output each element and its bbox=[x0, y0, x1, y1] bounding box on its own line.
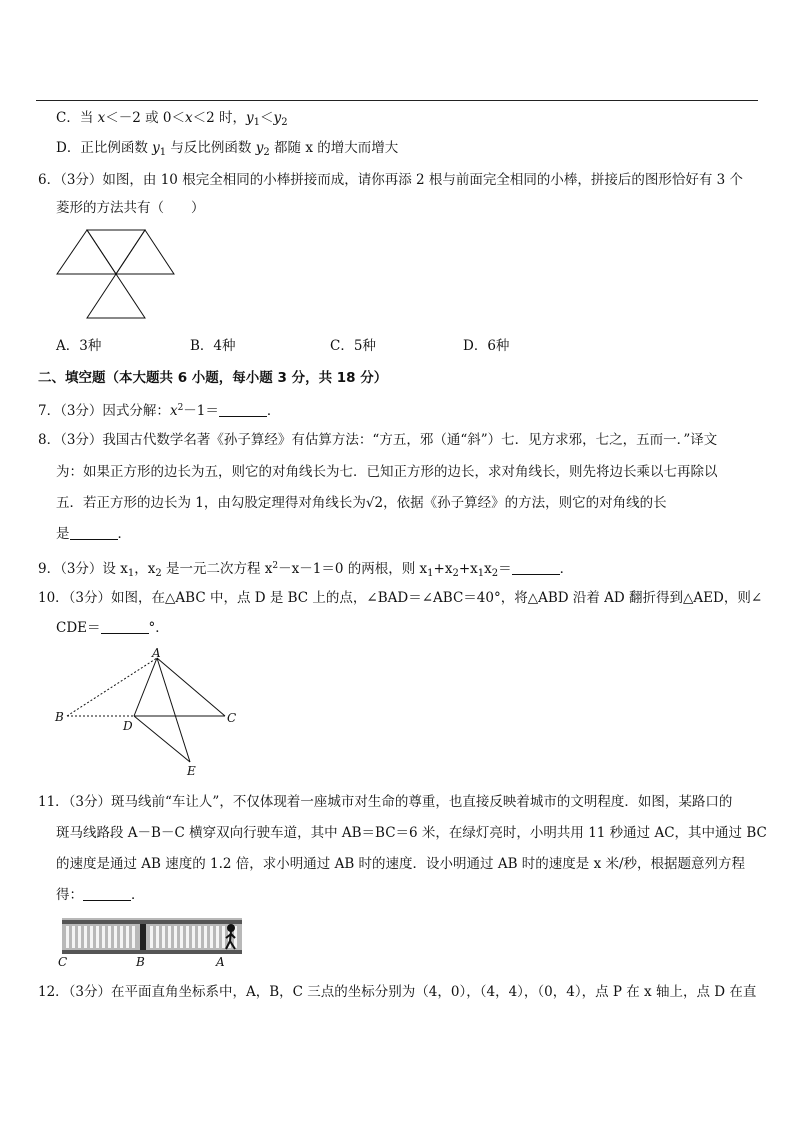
q10-label-d: D bbox=[123, 719, 133, 733]
q10-label-c: C bbox=[227, 711, 237, 725]
q11-answer-blank bbox=[83, 886, 131, 901]
q9-answer-blank bbox=[512, 560, 560, 575]
q5-option-c: C．当 x＜－2 或 0＜x＜2 时，$y_1<y_2$ bbox=[56, 110, 288, 128]
zebra-stripe bbox=[168, 926, 171, 948]
q10-segment-ae bbox=[157, 658, 190, 762]
q8-text-line3: 五．若正方形的边长为 1，由勾股定理得对角线长为√2，依据《孙子算经》的方法，则它的对角线的长 bbox=[56, 495, 667, 511]
q6-option-d: D．6种 bbox=[463, 338, 510, 354]
zebra-stripe bbox=[216, 926, 219, 948]
q11-label-a: A bbox=[216, 955, 225, 969]
q10-segment-ab bbox=[67, 658, 157, 716]
q11-label-b: B bbox=[136, 955, 145, 969]
zebra-stripes bbox=[66, 926, 237, 948]
q11-text-line4: 得： ． bbox=[56, 887, 145, 903]
q11-text-line2: 斑马线路段 A－B－C 横穿双向行驶车道，其中 AB＝BC＝6 米，在绿灯亮时，小明共用 11 秒通过 AC，其中通过 BC bbox=[56, 825, 767, 841]
road-edge-top bbox=[62, 920, 242, 924]
q6-option-b: B．4种 bbox=[190, 338, 236, 354]
q11-text-line1: 11．（3分）斑马线前“车让人”，不仅体现着一座城市对生命的尊重，也直接反映着城市的文明程度．如图，某路口的 bbox=[38, 794, 733, 810]
zebra-stripe bbox=[204, 926, 207, 948]
q8-text-line2: 为：如果正方形的边长为五，则它的对角线长为七．已知正方形的边长，求对角线长，则先将边长乘以七再除以 bbox=[56, 464, 718, 480]
q5-option-d: D．正比例函数 $y_1$ 与反比例函数 $y_2$ 都随 x 的增大而增大 bbox=[56, 140, 399, 158]
q6-triangle-left bbox=[57, 230, 116, 274]
q10-label-e: E bbox=[187, 764, 196, 778]
q6-text-line2: 菱形的方法共有（ ） bbox=[56, 200, 205, 216]
q6-option-c: C．5种 bbox=[330, 338, 376, 354]
q10-label-b: B bbox=[55, 710, 64, 724]
header-rule bbox=[36, 100, 758, 101]
zebra-stripe bbox=[96, 926, 99, 948]
q10-segment-ad bbox=[134, 658, 157, 716]
q11-text-line3: 的速度是通过 AB 速度的 1.2 倍，求小明通过 AB 时的速度．设小明通过 AB 时的速度是 x 米/秒，根据题意列方程 bbox=[56, 856, 746, 872]
zebra-stripe bbox=[156, 926, 159, 948]
q6-triangle-bottom bbox=[87, 274, 145, 318]
q12-text-line1: 12．（3分）在平面直角坐标系中，A，B，C 三点的坐标分别为（4，0），（4，4），（0，4），点 P 在 x 轴上，点 D 在直 bbox=[38, 984, 757, 1000]
zebra-stripe bbox=[192, 926, 195, 948]
zebra-stripe bbox=[132, 926, 135, 948]
q7-text: 7．（3分）因式分解：$x^2-1=$ ． bbox=[38, 403, 281, 419]
q10-text-line2: CDE＝ °． bbox=[56, 620, 169, 636]
zebra-stripe bbox=[210, 926, 213, 948]
zebra-stripe bbox=[102, 926, 105, 948]
zebra-stripe bbox=[78, 926, 81, 948]
road-edge-bottom bbox=[62, 950, 242, 954]
q10-segment-de bbox=[134, 716, 190, 762]
zebra-stripe bbox=[108, 926, 111, 948]
q6-triangle-middle bbox=[87, 230, 145, 274]
q8-text-line1: 8．（3分）我国古代数学名著《孙子算经》有估算方法：“方五，邪（通“斜”）七．见方求邪，七之，五而一．”译文 bbox=[38, 432, 718, 448]
zebra-stripe bbox=[66, 926, 69, 948]
q6-triangles-figure bbox=[52, 226, 182, 350]
zebra-stripe bbox=[126, 926, 129, 948]
zebra-stripe bbox=[114, 926, 117, 948]
center-divider bbox=[140, 924, 146, 950]
q7-answer-blank bbox=[219, 402, 267, 417]
zebra-stripe bbox=[90, 926, 93, 948]
zebra-stripe bbox=[174, 926, 177, 948]
zebra-stripe bbox=[120, 926, 123, 948]
q8-answer-blank bbox=[70, 525, 118, 540]
q10-text-line1: 10．（3分）如图，在△ABC 中，点 D 是 BC 上的点，∠BAD＝∠ABC＝40°，将△ABD 沿着 AD 翻折得到△AED，则∠ bbox=[38, 590, 763, 606]
q10-label-a: A bbox=[152, 646, 161, 660]
zebra-stripe bbox=[180, 926, 183, 948]
zebra-stripe bbox=[84, 926, 87, 948]
q6-triangle-right bbox=[116, 230, 174, 274]
zebra-stripe bbox=[150, 926, 153, 948]
q6-option-a: A．3种 bbox=[56, 338, 102, 354]
zebra-stripe bbox=[222, 926, 225, 948]
zebra-stripe bbox=[198, 926, 201, 948]
zebra-stripe bbox=[162, 926, 165, 948]
zebra-stripe bbox=[72, 926, 75, 948]
section2-title: 二、填空题（本大题共 6 小题，每小题 3 分，共 18 分） bbox=[38, 370, 388, 386]
q6-text-line1: 6．（3分）如图，由 10 根完全相同的小棒拼接而成，请你再添 2 根与前面完全相同的小棒，拼接后的图形恰好有 3 个 bbox=[38, 172, 744, 188]
q9-text: 9．（3分）设 $x_1$，$x_2$ 是一元二次方程 $x^2-x-1=0$ 的两根，则 $x_1+x_2+x_1x_2=$ ． bbox=[38, 561, 574, 579]
sqrt-two: √2 bbox=[365, 495, 384, 511]
q8-text-line4: 是 ． bbox=[56, 526, 131, 542]
zebra-stripe bbox=[186, 926, 189, 948]
q10-answer-blank bbox=[101, 619, 149, 634]
q11-crosswalk-figure bbox=[56, 914, 256, 970]
q11-label-c: C bbox=[58, 955, 68, 969]
q10-triangle-figure bbox=[50, 644, 250, 780]
q10-segment-ac bbox=[157, 658, 225, 716]
